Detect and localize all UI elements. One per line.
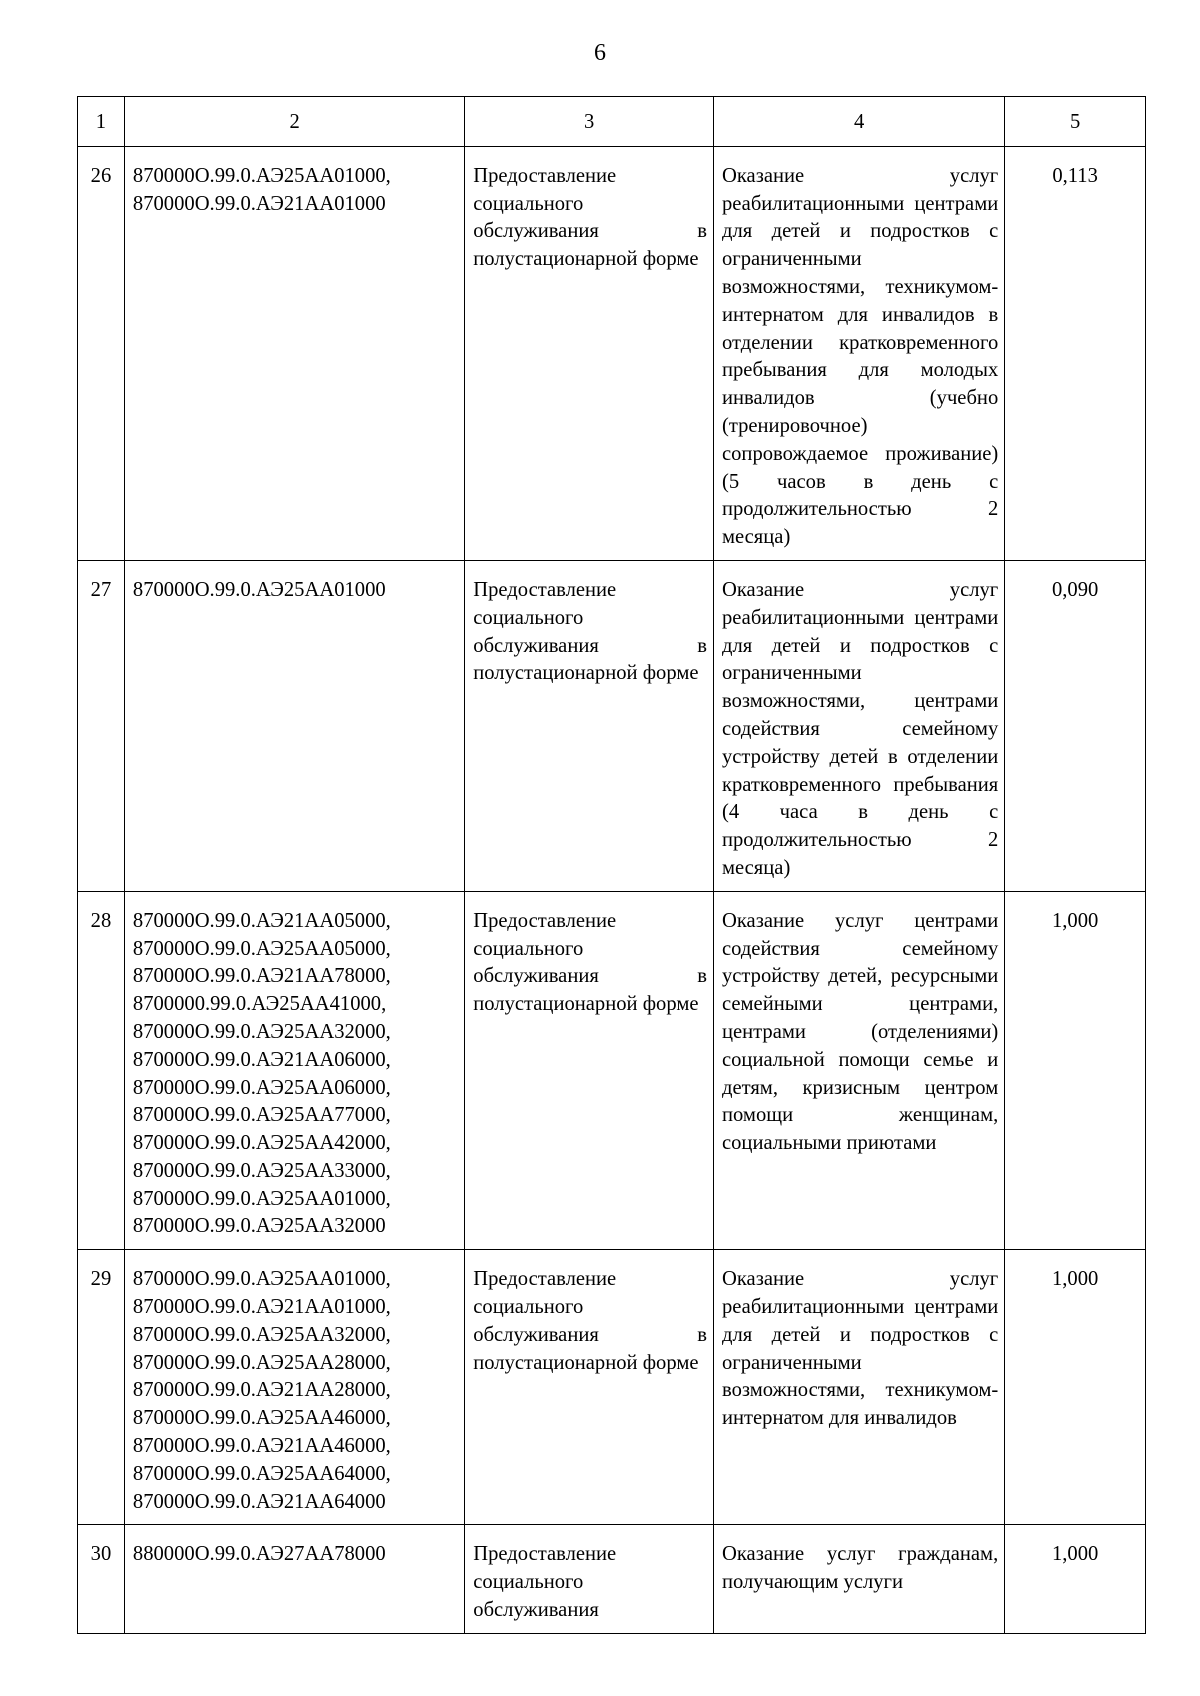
service-code: 870000О.99.0.АЭ25АА32000, [132, 1323, 391, 1346]
service-codes [124, 891, 464, 1250]
row-number: 28 [78, 891, 125, 1250]
service-code: 870000О.99.0.АЭ25АА01000, [132, 1268, 391, 1291]
service-code: 870000О.99.0.АЭ21АА06000, [132, 1048, 391, 1071]
coefficient-value: 1,000 [1005, 891, 1146, 1250]
services-table [77, 96, 1146, 1634]
page-number: 6 [594, 40, 606, 66]
service-description: Оказание услуг гражданам, получающим услуги [713, 1525, 1004, 1633]
service-form: Предоставление социального обслуживания в полустационарной форме [465, 891, 714, 1250]
service-code: 870000О.99.0.АЭ25АА28000, [132, 1351, 391, 1374]
table-header-row [78, 97, 1146, 147]
service-code: 870000О.99.0.АЭ25АА05000, [132, 937, 391, 960]
header-col-5: 5 [1005, 97, 1146, 147]
service-code: 870000О.99.0.АЭ25АА46000, [132, 1407, 391, 1430]
service-codes [124, 1525, 464, 1633]
service-code: 870000О.99.0.АЭ21АА78000, [132, 965, 391, 988]
service-code: 870000О.99.0.АЭ25АА32000 [132, 1215, 386, 1238]
service-description: Оказание услуг реабилитационными центрами для детей и подростков с ограниченными возможностями, техникумом-интернатом для инвалидов в отделении кратковременного пребывания для молодых инвалидов (учебно (тренировочное) сопровождаемое проживание) (5 часов в день с продолжительностью 2 месяца) [713, 146, 1004, 560]
service-code: 870000О.99.0.АЭ21АА64000 [132, 1490, 386, 1513]
service-form: Предоставление социального обслуживания в полустационарной форме [465, 560, 714, 891]
service-form: Предоставление социального обслуживания в полустационарной форме [465, 146, 714, 560]
service-description: Оказание услуг реабилитационными центрами для детей и подростков с ограниченными возможностями, центрами содействия семейному устройству детей в отделении кратковременного пребывания (4 часа в день с продолжительностью 2 месяца) [713, 560, 1004, 891]
service-code: 870000О.99.0.АЭ21АА28000, [132, 1379, 391, 1402]
service-code: 870000О.99.0.АЭ25АА06000, [132, 1076, 391, 1099]
table-row [78, 891, 1146, 1250]
service-codes [124, 560, 464, 891]
service-code: 870000О.99.0.АЭ25АА77000, [132, 1104, 391, 1127]
service-code: 870000О.99.0.АЭ21АА05000, [132, 909, 391, 932]
service-codes [124, 1250, 464, 1525]
table-row [78, 1250, 1146, 1525]
row-number: 29 [78, 1250, 125, 1525]
service-code: 870000О.99.0.АЭ21АА01000, [132, 1296, 391, 1319]
service-code: 870000О.99.0.АЭ25АА01000, [132, 1187, 391, 1210]
table-row [78, 560, 1146, 891]
row-number: 27 [78, 560, 125, 891]
service-description: Оказание услуг центрами содействия семейному устройству детей, ресурсными семейными центрами, центрами (отделениями) социальной помощи семье и детям, кризисным центром помощи женщинам, социальными приютами [713, 891, 1004, 1250]
service-form: Предоставление социального обслуживания [465, 1525, 714, 1633]
service-description: Оказание услуг реабилитационными центрами для детей и подростков с ограниченными возможностями, техникумом-интернатом для инвалидов [713, 1250, 1004, 1525]
coefficient-value: 0,113 [1005, 146, 1146, 560]
service-form: Предоставление социального обслуживания в полустационарной форме [465, 1250, 714, 1525]
coefficient-value: 0,090 [1005, 560, 1146, 891]
header-col-2: 2 [124, 97, 464, 147]
service-code: 870000О.99.0.АЭ21АА46000, [132, 1435, 391, 1458]
service-code: 870000О.99.0.АЭ25АА01000 [132, 578, 386, 601]
table-row [78, 146, 1146, 560]
service-codes [124, 146, 464, 560]
service-code: 870000О.99.0.АЭ21АА01000 [132, 192, 386, 215]
row-number: 30 [78, 1525, 125, 1633]
header-col-4: 4 [713, 97, 1004, 147]
table-row [78, 1525, 1146, 1633]
row-number: 26 [78, 146, 125, 560]
coefficient-value: 1,000 [1005, 1250, 1146, 1525]
service-code: 880000О.99.0.АЭ27АА78000 [132, 1543, 386, 1566]
service-code: 870000О.99.0.АЭ25АА32000, [132, 1020, 391, 1043]
header-col-3: 3 [465, 97, 714, 147]
coefficient-value: 1,000 [1005, 1525, 1146, 1633]
service-code: 870000О.99.0.АЭ25АА42000, [132, 1132, 391, 1155]
service-code: 870000О.99.0.АЭ25АА64000, [132, 1462, 391, 1485]
service-code: 8700000.99.0.АЭ25АА41000, [132, 993, 387, 1016]
service-code: 870000О.99.0.АЭ25АА33000, [132, 1159, 391, 1182]
service-code: 870000О.99.0.АЭ25АА01000, [132, 164, 391, 187]
header-col-1: 1 [78, 97, 125, 147]
